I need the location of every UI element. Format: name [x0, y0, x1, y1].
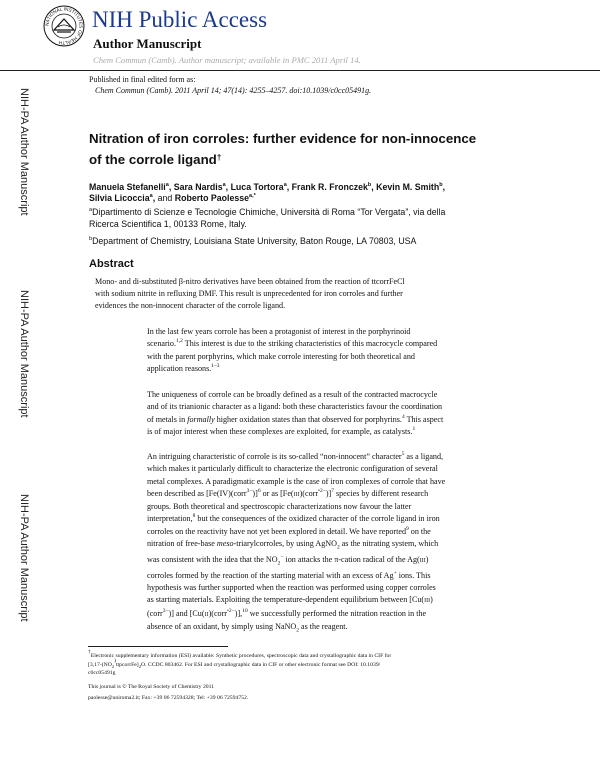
- sidebar-label-middle: NIH-PA Author Manuscript: [18, 290, 30, 418]
- header-subtitle: Author Manuscript: [93, 36, 202, 51]
- published-citation: Chem Commun (Camb). 2011 April 14; 47(14): 4255–4257. doi:10.1039/c0cc05491g.: [95, 86, 372, 95]
- author: Luca Tortora: [230, 182, 284, 192]
- published-label: Published in final edited form as:: [89, 75, 196, 84]
- author: Frank R. Fronczek: [291, 182, 368, 192]
- affiliation-a: $^a$Dipartimento di Scienze e Tecnologie Chimiche, Università di Roma “Tor Vergata”, via della Ricerca Scientifica 1, 00133 Rome, Italy.: [89, 207, 446, 229]
- body-paragraph-3: An intriguing characteristic of corrole is its so-called “non-innocent” character$^5$ as a ligand, which makes it particularly difficult to characterize the electronic configuration of several metal complexes. A paradigmatic example is the case of iron complexes of corrole that have been described as [Fe(IV)(corr$^{3-}$)]$^6$ or as [Fe(III)(corr$^{•2-}$)]$^7$ species by different research groups. Both theoretical and spectroscopic characterizations now favour the latter interpretation,$^8$ but the consequences of the oxidized character of the corrole ligand in iron corroles on the reactivity have not yet been explored in detail. We have reported$^9$ on the nitration of free-base meso-triarylcorroles, by using AgNO$_2$ as the nitrating system, which was consistent with the idea that the $NO_2^-$ ion attacks the π-cation radical of the Ag(III) corroles formed by the reaction of the starting material with an excess of Ag+ ions. This hypothesis was further supported when the reaction was performed using copper corroles as starting materials. Exploiting the temperature-dependent equilibrium between [Cu(III) (corr$^{3-}$)] and [Cu(II)(corr$^{•2-}$)],$^{10}$ we successfully performed the nitration reaction in the absence of an oxidant, by simply using NaNO$_2$ as the reagent.: [147, 451, 446, 634]
- sidebar-label-bottom: NIH-PA Author Manuscript: [18, 494, 30, 622]
- author: Manuela Stefanelli: [89, 182, 166, 192]
- copyright-line: This journal is © The Royal Society of Chemistry 2011: [88, 684, 215, 690]
- affiliation-b: $^b$Department of Chemistry, Louisiana State University, Baton Rouge, LA 70803, USA: [89, 236, 417, 246]
- author: Sara Nardis: [173, 182, 223, 192]
- esi-footnote: †Electronic supplementary information (ESI) available: Synthetic procedures, spectroscopic data and crystallographic data in CIF for [$3,17-(NO_2^)ttpcorrFe]_2O$. CCDC 803462. For ESI and crystallographic data in CIF or other electronic format see DOI: 10.1039/ c0cc05491g: [88, 649, 392, 677]
- author: Kevin M. Smith: [376, 182, 440, 192]
- header-title: NIH Public Access: [92, 7, 268, 32]
- body-paragraph-1: In the last few years corrole has been a protagonist of interest in the porphyrinoid scenario.$^{1,2}$ This interest is due to the striking characteristics of this macrocycle compared with the parent porphyrins, which make corrole interesting for both theoretical and application reasons.$^{1-3}$: [147, 327, 438, 373]
- abstract-text: Mono- and di-substituted β-nitro derivatives have been obtained from the reaction of ttcorrFeCl with sodium nitrite in refluxing DMF. This result is unprecedented for iron corroles and further evidences the non-innocent character of the corrole ligand.: [95, 277, 405, 311]
- journal-line: Chem Commun (Camb). Author manuscript; available in PMC 2011 April 14.: [93, 55, 361, 65]
- svg-text:NATIONAL INSTITUTES OF HEALTH: [44, 6, 83, 45]
- body-paragraph-2: The uniqueness of corrole can be broadly defined as a result of the contracted macrocycle and of its trianionic character as a ligand: both these characteristics favour the coordination of metals in formally higher oxidation states than that observed for porphyrins.$^4$ This aspect is of major interest when these complexes are exploited, for example, as catalysts.$^1$: [147, 390, 444, 436]
- author: Silvia Licoccia: [89, 193, 150, 203]
- nih-logo: [43, 5, 85, 47]
- article-title: Nitration of iron corroles: further evidence for non-innocence of the corrole ligand†: [89, 131, 477, 167]
- author: Roberto Paolesse: [174, 193, 250, 203]
- footnote-rule: [88, 646, 228, 647]
- contact-line: paolesse@uniroma2.it; Fax: +39 06 72594328; Tel: +39 06 72594752.: [88, 695, 249, 701]
- header-rule: [0, 70, 600, 71]
- sidebar-label-top: NIH-PA Author Manuscript: [18, 88, 30, 216]
- abstract-heading: Abstract: [89, 258, 134, 270]
- author-list: Manuela Stefanelli$^a$, Sara Nardis$^a$, Luca Tortora$^a$, Frank R. Fronczek$^b$, Kevin M. Smith$^b$, Silvia Licoccia$^a$, and Roberto Paolesse$^{a,*}$: [89, 182, 446, 203]
- logo-ring-text: NATIONAL INSTITUTES OF HEALTH: [44, 6, 84, 46]
